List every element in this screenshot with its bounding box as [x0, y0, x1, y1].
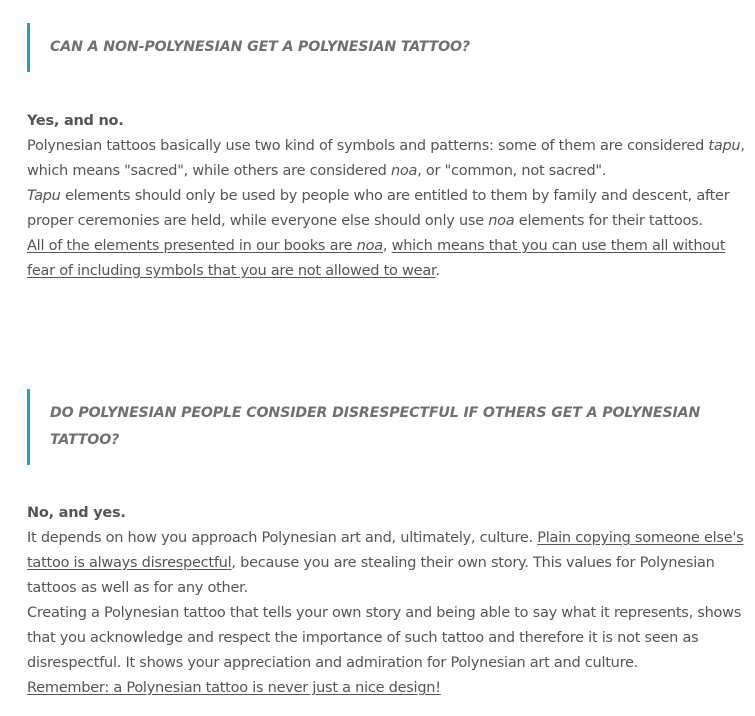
faq-question-text: CAN A NON-POLYNESIAN GET A POLYNESIAN TATTOO? [50, 39, 471, 55]
answer-paragraph: All of the elements presented in our books are noa, which means that you can use them all without fear of including symbols that you are not allowed to wear. [27, 238, 726, 279]
answer-lead: Yes, and no. [27, 113, 124, 129]
remember-link[interactable]: Remember: a Polynesian tattoo is never just a nice design! [27, 680, 441, 696]
faq-question-text: DO POLYNESIAN PEOPLE CONSIDER DISRESPECTFUL IF OTHERS GET A POLYNESIAN TATTOO? [50, 405, 701, 448]
plain-copying-link[interactable]: Plain copying someone else's tattoo is always disrespectful [27, 530, 744, 571]
faq-question-heading [27, 389, 727, 465]
books-elements-link[interactable]: All of the elements presented in our books are noa [27, 238, 383, 254]
answer-paragraph: Polynesian tattoos basically use two kind of symbols and patterns: some of them are considered tapu, which means "sacred", while others are considered noa, or "common, not sacred". [27, 138, 745, 179]
faq-question-heading [27, 23, 727, 72]
answer-paragraph: It depends on how you approach Polynesian art and, ultimately, culture. Plain copying someone else's tattoo is always disrespectful, because you are stealing their own story. This values for Polynesian tattoos as well as for any other. [27, 530, 744, 596]
answer-paragraph [27, 676, 747, 701]
faq-answer [27, 501, 747, 701]
answer-lead: No, and yes. [27, 505, 126, 521]
allowed-symbols-link[interactable]: which means that you can use them all without fear of including symbols that you are not allowed to wear [27, 238, 726, 279]
answer-paragraph: Creating a Polynesian tattoo that tells your own story and being able to say what it represents, shows that you acknowledge and respect the importance of such tattoo and therefore it is not seen as disrespectful. It shows your appreciation and admiration for Polynesian art and culture. [27, 605, 742, 671]
faq-answer [27, 109, 747, 284]
answer-paragraph: Tapu elements should only be used by people who are entitled to them by family and descent, after proper ceremonies are held, while everyone else should only use noa elements for their tattoos. [27, 188, 730, 229]
